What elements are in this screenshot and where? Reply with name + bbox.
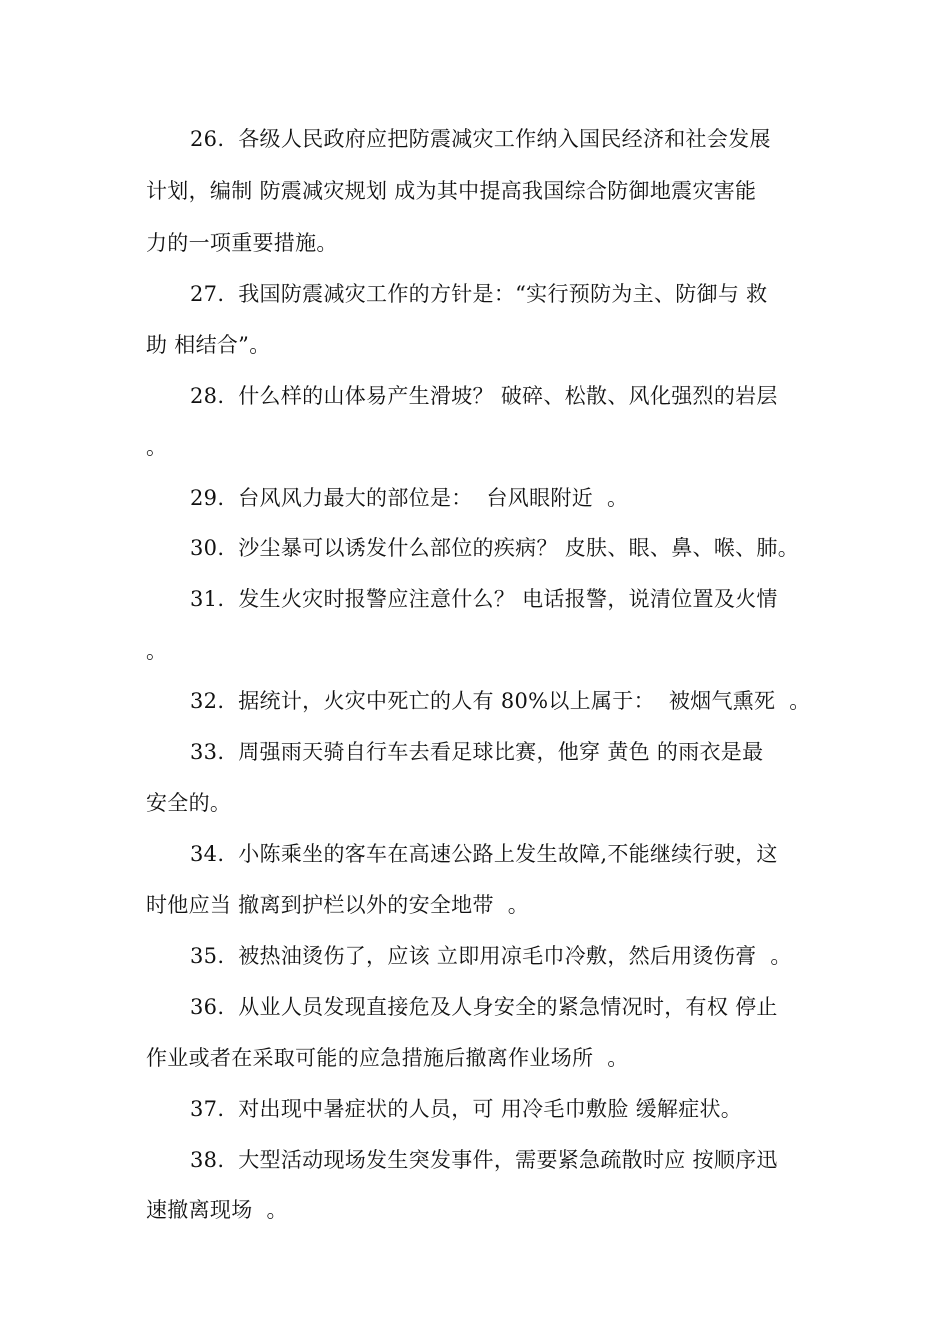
paragraph-line: 38. 大型活动现场发生突发事件，需要紧急疏散时应 按顺序迅 xyxy=(190,1148,778,1172)
paragraph-line: 。 xyxy=(146,639,168,663)
paragraph-line: 力的一项重要措施。 xyxy=(146,231,338,255)
paragraph-line: 27. 我国防震减灾工作的方针是：“实行预防为主、防御与 救 xyxy=(190,282,768,306)
paragraph-line: 安全的。 xyxy=(146,791,232,815)
paragraph-line: 计划，编制 防震减灾规划 成为其中提高我国综合防御地震灾害能 xyxy=(146,179,757,203)
paragraph-line: 30. 沙尘暴可以诱发什么部位的疾病？ 皮肤、眼、鼻、喉、肺。 xyxy=(190,536,800,560)
paragraph-line: 速撤离现场 。 xyxy=(146,1198,288,1222)
paragraph-line: 28. 什么样的山体易产生滑坡？ 破碎、松散、风化强烈的岩层 xyxy=(190,384,778,408)
paragraph-line: 作业或者在采取可能的应急措施后撤离作业场所 。 xyxy=(146,1046,629,1070)
paragraph-line: 33. 周强雨天骑自行车去看足球比赛，他穿 黄色 的雨衣是最 xyxy=(190,740,764,764)
paragraph-line: 29. 台风风力最大的部位是： 台风眼附近 。 xyxy=(190,486,629,510)
paragraph-line: 。 xyxy=(146,435,168,459)
paragraph-line: 31. 发生火灾时报警应注意什么？ 电话报警，说清位置及火情 xyxy=(190,587,778,611)
paragraph-line: 35. 被热油烫伤了，应该 立即用凉毛巾冷敷，然后用烫伤膏 。 xyxy=(190,944,792,968)
paragraph-line: 34. 小陈乘坐的客车在高速公路上发生故障,不能继续行驶，这 xyxy=(190,842,778,866)
paragraph-line: 37. 对出现中暑症状的人员，可 用冷毛巾敷脸 缓解症状。 xyxy=(190,1097,743,1121)
paragraph-line: 时他应当 撤离到护栏以外的安全地带 。 xyxy=(146,893,530,917)
paragraph-line: 32. 据统计，火灾中死亡的人有 80%以上属于： 被烟气熏死 。 xyxy=(190,689,811,713)
paragraph-line: 助 相结合”。 xyxy=(146,333,271,357)
paragraph-line: 26. 各级人民政府应把防震减灾工作纳入国民经济和社会发展 xyxy=(190,127,771,151)
paragraph-line: 36. 从业人员发现直接危及人身安全的紧急情况时，有权 停止 xyxy=(190,995,778,1019)
